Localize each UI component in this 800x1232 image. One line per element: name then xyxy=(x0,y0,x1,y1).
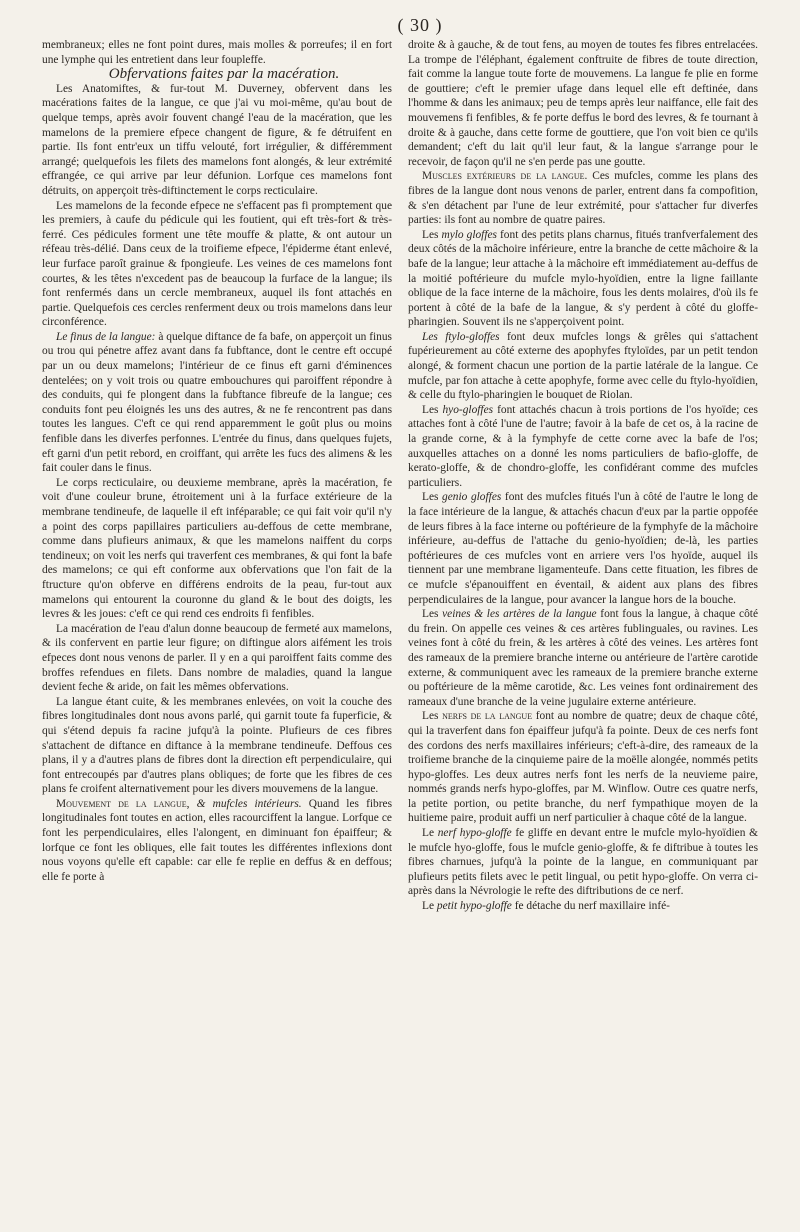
inline-term: Les ftylo-gloffes xyxy=(422,330,500,343)
inline-term: hyo-gloffes xyxy=(442,403,494,416)
paragraph: Le corps recticulaire, ou deuxieme membrane, après la macération, fe voit d'une couleur brune, étroitement uni à la furface extérieure de la membrane tendineufe, de laquelle il eft inféparable; ce qui fait voir qu'il n'y a point des corps papillaires particuliers au-deffous de cette membrane, comme dans plufieurs animaux, & que les mamelons naiffent du corps tendineux; on voit les nerfs qui traverfent ces membranes, & qui font la bafe des mamelons; ce qui eft conforme aux obfervations que l'on fait de la ftructure qu'on obferve en différens endroits de la peau, fur-tout aux mamelons qui entourent la couronne du gland & le bout des doigts, les levres & les joues: c'eft ce qui rend ces endroits fi fenfibles. xyxy=(42,476,392,621)
paragraph-text: à quelque diftance de fa bafe, on apperçoit un finus ou trou qui pénetre affez avant dans fa fubftance, dont le centre eft occupé par un ou deux mamelons; l'intérieur de ce finus eft garni d'éminences dentelées; on y voit trois ou quatre embouchures qui paroiffent répondre à des conduits, qui fe plongent dans la fubftance fibreufe de la langue; ces conduits font peu éloignés les uns des autres, & ne fe rencontrent pas dans toutes les langues. C'eft ce qui rend apparemment le goût plus ou moins fenfible dans les diverfes perfonnes. L'entrée du finus, dans quelques fujets, eft garni d'un petit rebord, en croiffant, qui arrête les fucs des alimens & les fait couler dans le finus. xyxy=(42,330,392,475)
section-heading: Obfervations faites par la macération. xyxy=(108,66,340,83)
inline-term: mylo gloffes xyxy=(441,228,497,241)
paragraph xyxy=(42,797,392,885)
paragraph-text: font des mufcles fitués l'un à côté de l'autre le long de la face intérieure de la langue, & attachés chacun d'eux par la partie oppofée de leurs fibres à la face interne ou poftérieure de la fymphyfe de la mâchoire inférieure, au-deffus de l'attache du genio-hyoïdien; de-là, les parties poftérieures de ces mufcles vont en arriere vers l'os hyoïde, auquel ils tiennent par une membrane ligamenteufe. Dans cette fituation, les fibres de ce mufcle s'épanouiffent en éventail, & aident aux plans des fibres perpendiculaires de la langue, pour avancer la langue hors de la bouche. xyxy=(408,491,758,606)
paragraph-text: font deux mufcles longs & grêles qui s'attachent fupérieurement au côté externe des apophyfes ftyloïdes, par un petit tendon alongé, & forment chacun une portion de la partie latérale de la langue. Ce mufcle, par fon attache à cette apophyfe, forme avec celle du ftylo-hyoïdien, & celle du ftylo-pharingien le bouquet de Riolan. xyxy=(408,330,758,402)
paragraph: Les Anatomiftes, & fur-tout M. Duverney, obfervent dans les macérations faites de la langue, ce que j'ai vu moi-même, qu'au bout de quelque temps, après avoir fouvent changé l'eau de la macération, que les mamelons de la premiere efpece changent de figure, & fe détruifent en partie. Ils font entr'eux un tiffu velouté, fort irrégulier, & différemment arrangé; quelquefois les filets des mamelons font alongés, & leur extrémité effrangée, ce qui arrive par leur défunion. Lorfque ces mamelons font détruits, on apperçoit très-diftinctement le corps recticulaire. xyxy=(42,82,392,197)
paragraph: La langue étant cuite, & les membranes enlevées, on voit la couche des fibres longitudinales dont nous avons parlé, qui garnit toute fa fuperficie, & qui s'étend depuis fa racine jufqu'à la pointe. Plufieurs de ces fibres s'attachent de diftance en diftance à la membrane tendineufe. Deffous ces plans, il y a d'autres plans de fibres dont la direction eft perpendiculaire, qui font entrecoupés par d'autres plans obliques; de forte que les fibres de ces plans fe croifent alternativement pour les divers mouvemens de la langue. xyxy=(42,695,392,796)
paragraph-text: font attachés chacun à trois portions de l'os hyoïde; ces attaches font à côté l'une de l'autre; favoir à la bafe de cet os, à la racine de la grande corne, & à la fymphyfe de cette corne avec la bafe de l'os; auxquelles attaches on a donné les noms particuliers de bafio-gloffe, de kerato-gloffe, & de chondro-gloffe, les confidérant comme des mufcles particuliers. xyxy=(408,403,758,489)
paragraph-text: Les xyxy=(422,491,443,504)
paragraph xyxy=(408,899,758,914)
paragraph-text: fe gliffe en devant entre le mufcle mylo-hyoïdien & le mufcle hyo-gloffe, fous le mufcle genio-gloffe, & fe diftribue à toutes les fibres charnues, jufqu'à la pointe de la langue, en communiquant par plufieurs petits filets avec le petit lingual, ou petit hypo-gloffe. On verra ci-après dans la Névrologie le refte des diftributions de ce nerf. xyxy=(408,827,758,898)
paragraph-text: font fous la langue, à chaque côté du frein. On appelle ces veines & ces artères fublinguales, ou ravines. Les veines font à côté du frein, & les artères à côté des veines. Les artères font des rameaux de la premiere branche interne ou antérieure de l'artère carotide externe, & communiquent avec les rameaux de la premiere branche externe ou poftérieure de la même carotide, &c. Les veines font ordinairement des rameaux d'une branche de la veine jugulaire externe antérieure. xyxy=(408,608,758,708)
inline-term: petit hypo-gloffe xyxy=(436,900,512,913)
paragraph-text: Les xyxy=(422,710,443,723)
paragraph-text: Le xyxy=(422,900,437,913)
paragraph-text: Quand les fibres longitudinales font toutes en action, elles racourciffent la langue. Lorfque ce font les perpendiculaires, elles l'alongent, en diminuant fon épaiffeur; & lorfque ce font les obliques, elle fait toutes les différentes inflexions dont nous voyons qu'elle eft capable: car elle fe replie en deffus & en deffous; elle fe porte à xyxy=(42,797,392,883)
paragraph xyxy=(408,330,758,403)
paragraph xyxy=(408,709,758,826)
paragraph-text: font au nombre de quatre; deux de chaque côté, qui la traverfent dans fon épaiffeur jufqu'à fa pointe. Deux de ces nerfs font des cordons des nerfs maxillaires inférieurs; c'eft-à-dire, des rameaux de la troifieme branche de la cinquieme paire de la moëlle alongée, nommés petits hypo-gloffes. Les deux autres nerfs font les nerfs de la neuvieme paire, nommés grands nerfs hypo-gloffes, par M. Winflow. Outre ces quatre nerfs, la petite portion, ou petite branche, du nerf fympathique moyen de la huitieme paire, produit auffi un nerf particulier à chaque côté de la langue. xyxy=(408,710,758,825)
inline-term: Le finus de la langue: xyxy=(56,330,156,343)
paragraph-text: font des petits plans charnus, fitués tranfverfalement des deux côtés de la mâchoire inférieure, entre la branche de cette mâchoire & la bafe de la langue; leur attache à la mâchoire eft immédiatement au-deffus de la moitié poftérieure du mufcle mylo-hyoïdien, entre la ligne faillante oblique de la face interne de la mâchoire, fous les dents molaires, d'où ils fe portent à côté de la bafe de la langue, & s'y perdent à côté du gloffe-pharingien. Souvent ils ne s'apperçoivent point. xyxy=(408,228,758,329)
subsection-heading: Muscles extérieurs de la langue. xyxy=(422,170,588,183)
page-number: ( 30 ) xyxy=(397,15,443,35)
paragraph: La macération de l'eau d'alun donne beaucoup de fermeté aux mamelons, & ils confervent en partie leur figure; on diftingue alors aifément les trois efpeces dont nous venons de parler. Il y en a qui paroiffent faits comme des broffes refendues en filets. Dans nombre de maladies, quand la langue devient feche & aride, on fait les mêmes obfervations. xyxy=(42,622,392,694)
paragraph xyxy=(408,826,758,899)
right-column xyxy=(408,38,758,914)
paragraph xyxy=(408,403,758,491)
paragraph: membraneux; elles ne font point dures, mais molles & porreufes; il en fort une lymphe qui les entretient dans leur foupleffe. xyxy=(42,39,392,66)
inline-term: veines & les artères de la langue xyxy=(442,608,597,621)
paragraph xyxy=(408,490,758,607)
paragraph-text: Les xyxy=(422,608,443,621)
inline-term: nerf hypo-gloffe xyxy=(437,827,512,840)
text-columns xyxy=(42,38,758,914)
inline-term: genio gloffes xyxy=(442,491,502,504)
paragraph xyxy=(42,330,392,476)
paragraph-text: Ces mufcles, comme les plans des fibres de la langue dont nous venons de parler, entrent dans fa compofition, & s'en détachent par l'une de leur extrémité, pour s'attacher fur diverfes parties: ils font au nombre de quatre paires. xyxy=(408,170,758,227)
subsection-heading-italic: & mufcles intérieurs. xyxy=(189,797,302,810)
paragraph xyxy=(408,169,758,227)
paragraph-text: Les xyxy=(422,228,442,241)
paragraph: droite & à gauche, & de tout fens, au moyen de toutes fes fibres entrelacées. La trompe de l'éléphant, également conftruite de fibres de toute direction, fait comme la langue toute forte de mouvemens. La langue fe plie en forme de gouttiere; c'eft le premier ufage dans lequel elle eft deftinée, dans l'homme & dans les animaux; peu de temps après leur naiffance, elle fait des mouvemens fi fenfibles, & fe porte deffus le bord des levres, & fe tournant à droite & à gauche, dans cette forme de gouttiere, que l'on voit bien ce qu'ils demandent; c'eft du lait qu'il leur faut, & la langue s'arrange pour le recevoir, de façon qu'il ne s'en perde pas une goutte. xyxy=(408,39,758,168)
paragraph xyxy=(408,228,758,330)
left-column xyxy=(42,38,392,914)
paragraph: Les mamelons de la feconde efpece ne s'effacent pas fi promptement que les premiers, à caufe du pédicule qui les foutient, qui eft très-fort & très-ferré. Ces pédicules forment une tête mouffe & platte, & ont autour un réfeau très-délié. Dans ceux de la troifieme efpece, l'épiderme étant enlevé, leur furface paroît grainue & fpongieufe. Les veines de ces mamelons font courtes, & les têtes n'excedent pas de beaucoup la furface de la langue; ils font renfermés dans un cercle membraneux, auquel ils font attachés en partie. Quelquefois ces cercles renferment deux ou trois mamelons dans leur circonférence. xyxy=(42,199,392,329)
subsection-heading: Mouvement de la langue, xyxy=(56,797,190,810)
paragraph-text: Le xyxy=(422,827,438,840)
paragraph xyxy=(408,607,758,709)
paragraph-text: fe détache du nerf maxillaire infé- xyxy=(511,900,670,913)
paragraph-text: Les xyxy=(422,403,443,416)
inline-term: nerfs de la langue xyxy=(442,710,533,723)
